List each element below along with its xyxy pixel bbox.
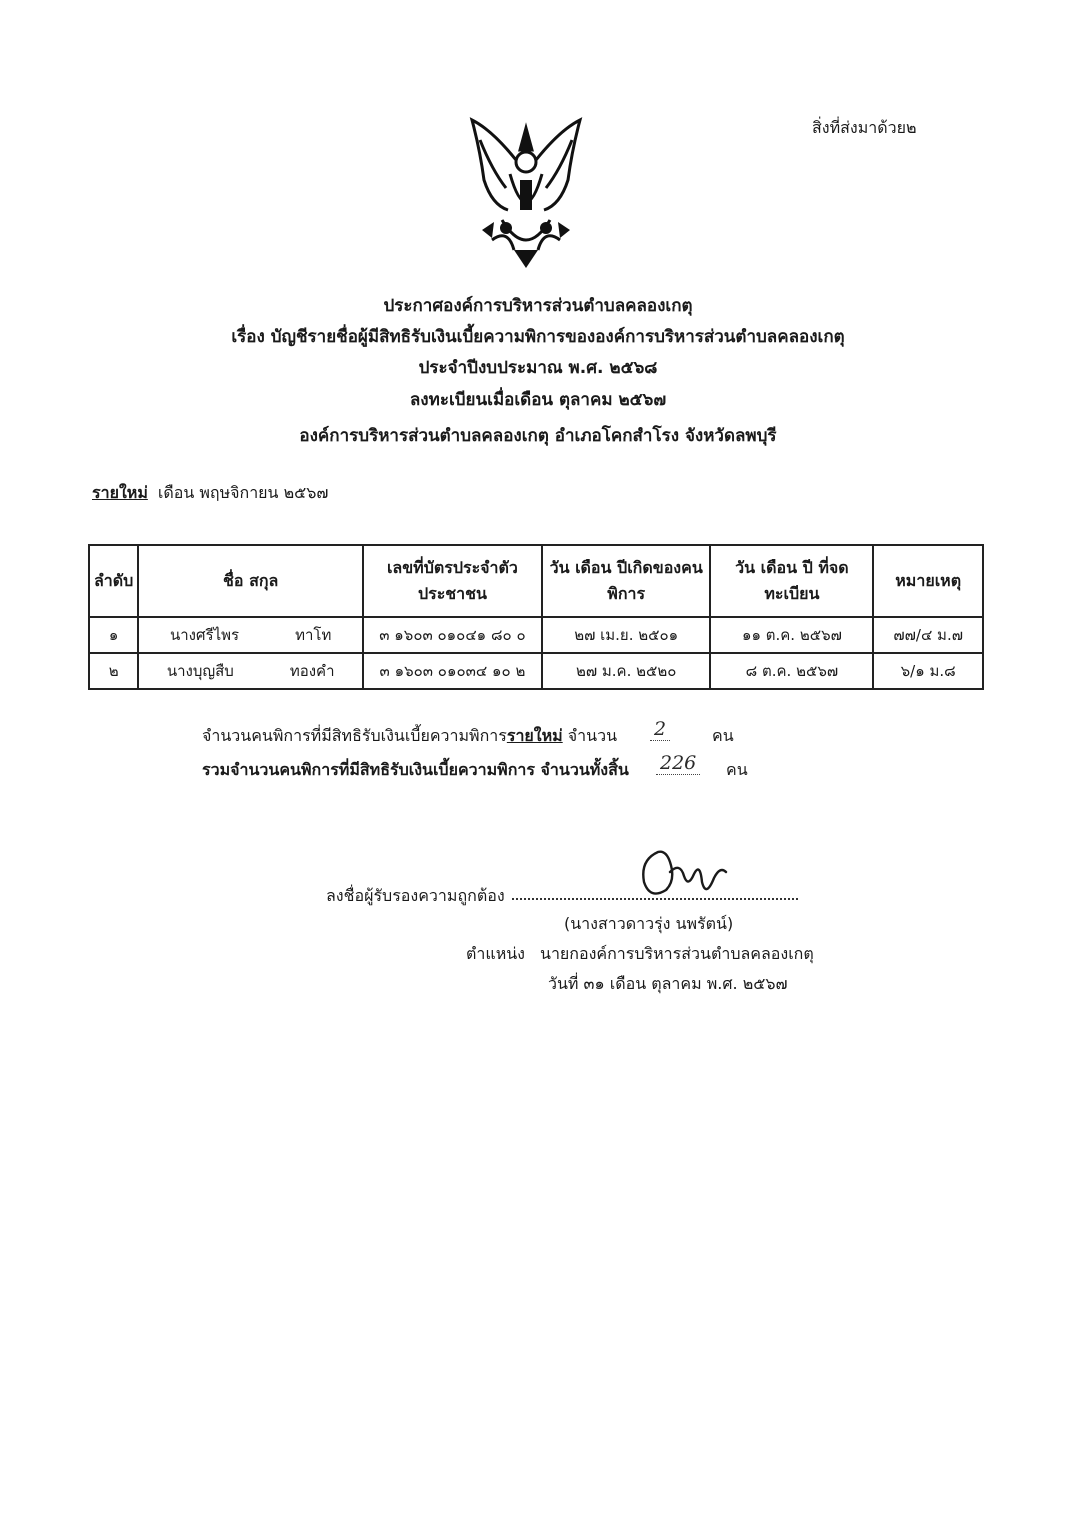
last-name: ทาโท [295,626,332,644]
total-count-line: รวมจำนวนคนพิการที่มีสิทธิรับเงินเบี้ยความพิการ จำนวนทั้งสิ้น [202,760,629,779]
fiscal-year: ประจำปีงบประมาณ พ.ศ. ๒๕๖๘ [418,358,658,378]
cell-registered-date: ๘ ต.ค. ๒๕๖๗ [710,653,873,689]
beneficiary-table [88,544,984,690]
issue-date: วันที่ ๓๑ เดือน ตุลาคม พ.ศ. ๒๕๖๗ [548,974,788,993]
cell-id-card: ๓ ๑๖๐๓ ๐๑๐๔๑ ๘๐ ๐ [363,617,542,653]
cell-name [138,617,363,653]
table-row [89,653,983,689]
header-remark: หมายเหตุ [873,545,983,617]
section-month: เดือน พฤษจิกายน ๒๕๖๗ [157,483,329,502]
new-count-value: 2 [650,718,670,741]
cell-birth-date: ๒๗ เม.ย. ๒๕๐๑ [542,617,711,653]
cell-remark: ๗๗/๔ ม.๗ [873,617,983,653]
header-name: ชื่อ สกุล [138,545,363,617]
cell-birth-date: ๒๗ ม.ค. ๒๕๒๐ [542,653,711,689]
sign-label: ลงชื่อผู้รับรองความถูกต้อง [326,886,505,905]
enclosure-note: สิ่งที่ส่งมาด้วย๒ [812,118,917,137]
last-name: ทองคำ [289,662,335,680]
announcement-title: ประกาศองค์การบริหารส่วนตำบลคลองเกตุ [383,296,693,316]
table-header-row [89,545,983,617]
registration-month: ลงทะเบียนเมื่อเดือน ตุลาคม ๒๕๖๗ [409,390,667,410]
header-birth-date: วัน เดือน ปีเกิดของคนพิการ [542,545,711,617]
new-count-suffix: จำนวน [567,726,618,745]
cell-remark: ๖/๑ ม.๘ [873,653,983,689]
garuda-emblem [462,110,590,270]
first-name: นางศรีไพร [170,626,240,644]
new-count-prefix: จำนวนคนพิการที่มีสิทธิรับเงินเบี้ยความพิการ [202,726,507,745]
section-label: รายใหม่ [92,483,148,502]
new-count-label: รายใหม่ [506,726,563,745]
total-count-unit: คน [726,760,748,779]
cell-order: ๒ [89,653,138,689]
handwritten-signature [636,842,732,906]
new-count-line [202,724,617,749]
position-label: ตำแหน่ง [466,944,525,963]
header-id-card: เลขที่บัตรประจำตัวประชาชน [363,545,542,617]
organization-line: องค์การบริหารส่วนตำบลคลองเกตุ อำเภอโคกสำโรง จังหวัดลพบุรี [299,426,777,446]
announcement-subject: เรื่อง บัญชีรายชื่อผู้มีสิทธิรับเงินเบี้ยความพิการขององค์การบริหารส่วนตำบลคลองเกตุ [231,327,845,347]
section-heading [92,481,328,506]
header-registered-date: วัน เดือน ปี ที่จดทะเบียน [710,545,873,617]
cell-name [138,653,363,689]
position-value: นายกองค์การบริหารส่วนตำบลคลองเกตุ [540,944,814,963]
cell-id-card: ๓ ๑๖๐๓ ๐๑๐๓๔ ๑๐ ๒ [363,653,542,689]
table-row [89,617,983,653]
header-order: ลำดับ [89,545,138,617]
cell-registered-date: ๑๑ ต.ค. ๒๕๖๗ [710,617,873,653]
total-count-value: 226 [656,752,700,775]
first-name: นางบุญสืบ [166,662,234,680]
new-count-unit: คน [712,726,734,745]
cell-order: ๑ [89,617,138,653]
signer-name: (นางสาวดาวรุ่ง นพรัตน์) [564,914,734,933]
